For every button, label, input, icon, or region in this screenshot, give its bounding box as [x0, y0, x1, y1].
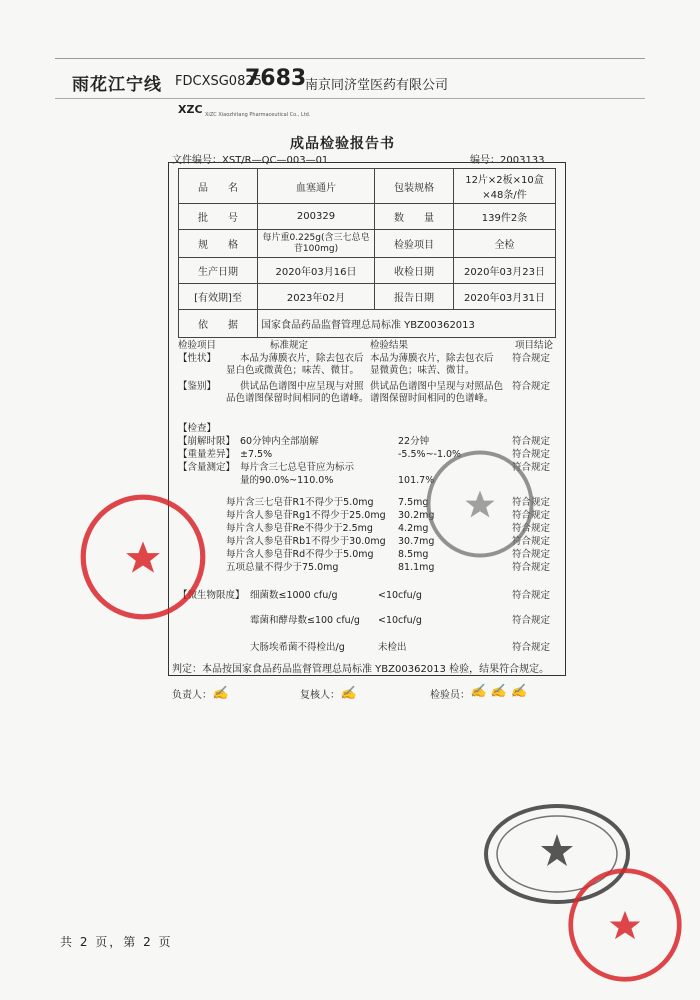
result-value: 供试品色谱图中呈现与对照品色 [370, 381, 504, 392]
result-head-item: 检验项目 [178, 340, 217, 351]
inspector-signature: ✍ ✍ ✍ [470, 684, 527, 699]
info-value: 2020年03月23日 [454, 258, 556, 284]
result-head-standard: 标准规定 [270, 340, 309, 351]
info-value: 200329 [258, 204, 375, 230]
result-value: 本品为薄膜衣片，除去包衣后 [370, 353, 494, 364]
result-standard: 每片含人参皂苷Re不得少于2.5mg [226, 523, 373, 534]
result-value: 7.5mg [398, 497, 429, 508]
header-company: 南京同济堂医药有限公司 [305, 78, 449, 93]
info-value: 全检 [454, 230, 556, 258]
result-standard: 每片含三七皂苷R1不得少于5.0mg [226, 497, 374, 508]
info-row [179, 284, 556, 310]
info-label: 包装规格 [375, 169, 454, 204]
result-item: 【鉴别】 [178, 381, 217, 392]
info-row [179, 230, 556, 258]
result-value: 4.2mg [398, 523, 429, 534]
seal-graphic [78, 492, 208, 622]
bottom-right-red-stamp [566, 866, 684, 984]
info-label: 生产日期 [179, 258, 258, 284]
result-standard: 五项总量不得少于75.0mg [226, 562, 339, 573]
info-row [179, 169, 556, 204]
seal-graphic [566, 866, 684, 984]
result-standard: 品色谱图保留时间相同的色谱峰。 [226, 393, 369, 404]
result-standard: 量的90.0%~110.0% [240, 475, 334, 486]
info-value: 血塞通片 [258, 169, 375, 204]
judgement-line: 判定：本品按国家食品药品监督管理总局标准 YBZ00362013 检验，结果符合规定。 [172, 664, 550, 675]
responsible-label: 负责人： [172, 690, 212, 701]
result-conclusion: 符合规定 [512, 436, 551, 447]
info-label: 收检日期 [375, 258, 454, 284]
result-standard: 每片含人参皂苷Rd不得少于5.0mg [226, 549, 374, 560]
company-logo: XZC [178, 103, 203, 116]
result-conclusion: 符合规定 [512, 590, 551, 601]
info-row [179, 258, 556, 284]
result-item: 【重量差异】 [178, 449, 236, 460]
result-conclusion: 符合规定 [512, 462, 551, 473]
middle-gray-stamp [424, 448, 536, 560]
top-rule [55, 58, 645, 59]
result-conclusion: 符合规定 [512, 510, 551, 521]
result-value: 81.1mg [398, 562, 435, 573]
info-label: 检验项目 [375, 230, 454, 258]
result-item: 【崩解时限】 [178, 436, 236, 447]
result-standard: 每片含三七总皂苷应为标示 [240, 462, 355, 473]
result-conclusion: 符合规定 [512, 381, 551, 392]
inspector-label: 检验员： [430, 690, 470, 701]
result-conclusion: 符合规定 [512, 449, 551, 460]
result-item: 【微生物限度】 [178, 590, 245, 601]
result-value: <10cfu/g [378, 615, 422, 626]
result-conclusion: 符合规定 [512, 562, 551, 573]
result-standard: 供试品色谱图中应呈现与对照 [240, 381, 364, 392]
result-standard: 大肠埃希菌不得检出/g [250, 642, 345, 653]
info-table [178, 168, 556, 338]
report-serial: 编号：2003133 [470, 155, 545, 166]
result-value: 谱图保留时间相同的色谱峰。 [370, 393, 494, 404]
result-value: 8.5mg [398, 549, 429, 560]
result-conclusion: 符合规定 [512, 536, 551, 547]
result-value: 显微黄色；味苦、微甘。 [370, 365, 475, 376]
report-title: 成品检验报告书 [290, 136, 395, 152]
info-value: 2020年03月16日 [258, 258, 375, 284]
result-conclusion: 符合规定 [512, 523, 551, 534]
result-standard: 每片含人参皂苷Rg1不得少于25.0mg [226, 510, 386, 521]
info-row [179, 310, 556, 338]
result-standard: 霉菌和酵母数≤100 cfu/g [250, 615, 360, 626]
header-rule [55, 98, 645, 99]
result-value: 22分钟 [398, 436, 430, 447]
result-item: 【含量测定】 [178, 462, 236, 473]
result-head-result: 检验结果 [370, 340, 409, 351]
info-value: 2020年03月31日 [454, 284, 556, 310]
page-footer: 共 2 页，第 2 页 [60, 935, 173, 949]
info-label: [有效期]至 [179, 284, 258, 310]
info-label: 数 量 [375, 204, 454, 230]
result-value: 30.7mg [398, 536, 435, 547]
result-standard: 显白色或微黄色；味苦、微甘。 [226, 365, 360, 376]
result-standard: ±7.5% [240, 449, 273, 460]
doc-number: 文件编号：XST/R—QC—003—01 [172, 155, 329, 166]
info-label: 规 格 [179, 230, 258, 258]
left-red-stamp [78, 492, 208, 622]
result-standard: 60分钟内全部崩解 [240, 436, 319, 447]
result-standard: 本品为薄膜衣片，除去包衣后 [240, 353, 364, 364]
result-value: <10cfu/g [378, 590, 422, 601]
route-code: FDCXSG0825 [175, 74, 262, 89]
responsible-signature: ✍ [212, 686, 229, 701]
info-value: 2023年02月 [258, 284, 375, 310]
result-value: -5.5%~-1.0% [398, 449, 462, 460]
result-conclusion: 符合规定 [512, 642, 551, 653]
result-value: 未检出 [378, 642, 407, 653]
info-label: 品 名 [179, 169, 258, 204]
info-row [179, 204, 556, 230]
result-conclusion: 符合规定 [512, 615, 551, 626]
seal-graphic [424, 448, 536, 560]
info-value: 每片重0.225g(含三七总皂苷100mg) [258, 230, 375, 258]
result-standard: 每片含人参皂苷Rb1不得少于30.0mg [226, 536, 386, 547]
info-label: 批 号 [179, 204, 258, 230]
route-title: 雨花江宁线 [72, 75, 162, 95]
result-conclusion: 符合规定 [512, 497, 551, 508]
reviewer-label: 复核人： [300, 690, 340, 701]
company-logo-sub: XiZC Xiaozhitang Pharmaceutical Co., Ltd. [205, 112, 311, 118]
info-label: 依 据 [179, 310, 258, 338]
result-conclusion: 符合规定 [512, 549, 551, 560]
info-value: 国家食品药品监督管理总局标准 YBZ00362013 [258, 310, 556, 338]
result-item: 【检查】 [178, 423, 217, 434]
info-value: 12片×2板×10盒×48条/件 [454, 169, 556, 204]
result-standard: 细菌数≤1000 cfu/g [250, 590, 338, 601]
result-head-conclusion: 项目结论 [515, 340, 554, 351]
result-value: 30.2mg [398, 510, 435, 521]
reviewer-signature: ✍ [340, 686, 357, 701]
route-number: 7683 [245, 66, 307, 91]
info-label: 报告日期 [375, 284, 454, 310]
result-conclusion: 符合规定 [512, 353, 551, 364]
result-value: 101.7% [398, 475, 435, 486]
info-value: 139件2条 [454, 204, 556, 230]
result-item: 【性状】 [178, 353, 217, 364]
